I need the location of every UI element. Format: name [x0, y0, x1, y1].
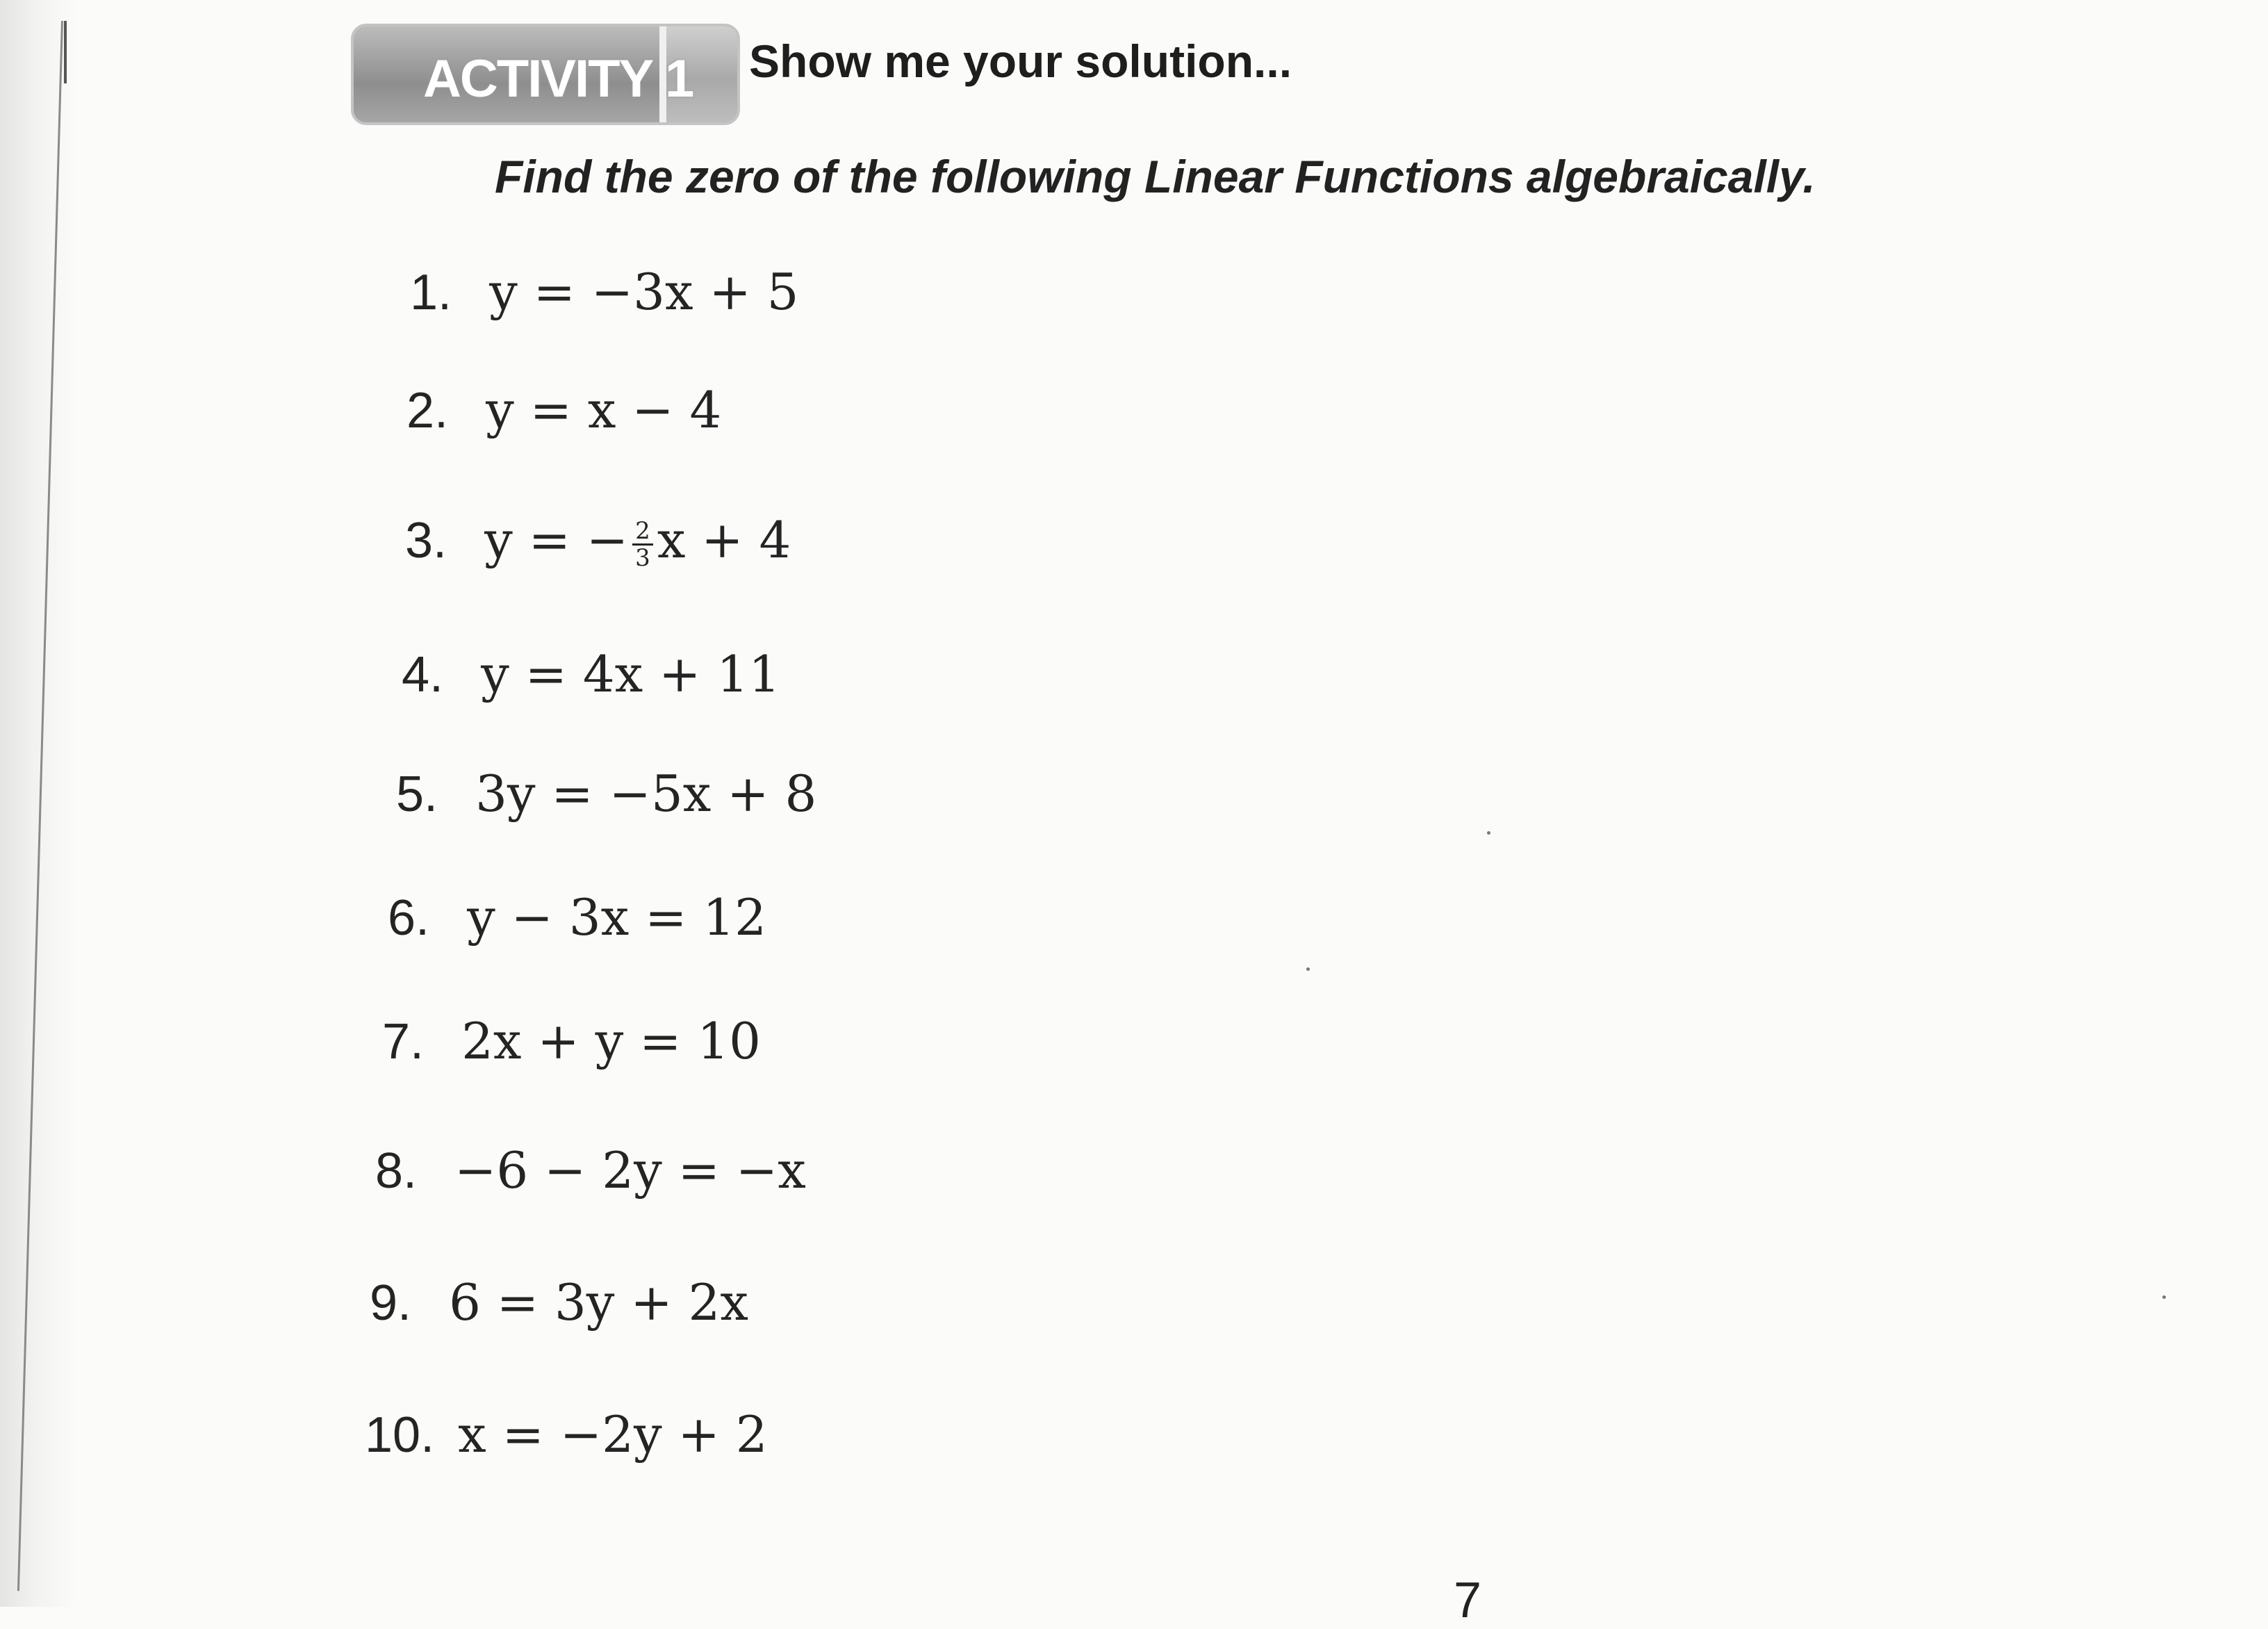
problem-item — [396, 764, 816, 823]
equation-suffix: x + 4 — [657, 511, 791, 569]
problem-item — [402, 645, 780, 703]
equation-prefix: y = − — [484, 511, 629, 569]
problem-equation: y = −3x + 5 — [489, 263, 799, 321]
problem-equation: y = x − 4 — [486, 381, 722, 439]
problem-number: 1. — [410, 265, 452, 320]
problem-number: 2. — [406, 383, 449, 439]
headline: Show me your solution... — [749, 35, 1292, 87]
problem-item — [375, 1141, 806, 1200]
problem-equation: y − 3x = 12 — [467, 888, 766, 947]
problem-equation: 6 = 3y + 2x — [449, 1273, 748, 1332]
problem-item — [365, 1405, 768, 1464]
activity-badge-label: ACTIVITY 1 — [423, 49, 693, 108]
fraction-denominator: 3 — [635, 543, 650, 572]
problem-number: 5. — [396, 767, 438, 822]
scan-speck — [1487, 831, 1490, 835]
problem-item — [410, 263, 799, 321]
problem-equation — [484, 511, 791, 571]
problem-number: 3. — [405, 513, 447, 568]
problem-number: 7. — [382, 1014, 425, 1070]
activity-badge — [351, 24, 740, 125]
problem-number: 10. — [365, 1407, 435, 1463]
problem-equation: −6 − 2y = −x — [454, 1141, 806, 1200]
problem-item — [382, 1012, 761, 1070]
scan-speck — [2162, 1295, 2166, 1299]
problem-equation: 2x + y = 10 — [461, 1012, 761, 1070]
problem-equation: x = −2y + 2 — [458, 1405, 768, 1464]
problem-number: 4. — [402, 647, 444, 703]
fraction — [632, 518, 653, 571]
problem-item — [370, 1273, 748, 1332]
problem-number: 8. — [375, 1143, 418, 1199]
page-number: 7 — [1454, 1573, 1482, 1628]
problem-number: 6. — [388, 890, 430, 946]
problem-item — [405, 511, 791, 571]
problem-item — [406, 381, 721, 439]
fraction-numerator: 2 — [632, 518, 653, 546]
scan-speck — [1306, 967, 1310, 971]
problem-number: 9. — [370, 1275, 412, 1331]
problem-equation: y = 4x + 11 — [481, 645, 780, 703]
problem-equation: 3y = −5x + 8 — [475, 764, 817, 823]
problem-item — [388, 888, 766, 947]
instruction-text: Find the zero of the following Linear Functions algebraically. — [495, 151, 1816, 202]
